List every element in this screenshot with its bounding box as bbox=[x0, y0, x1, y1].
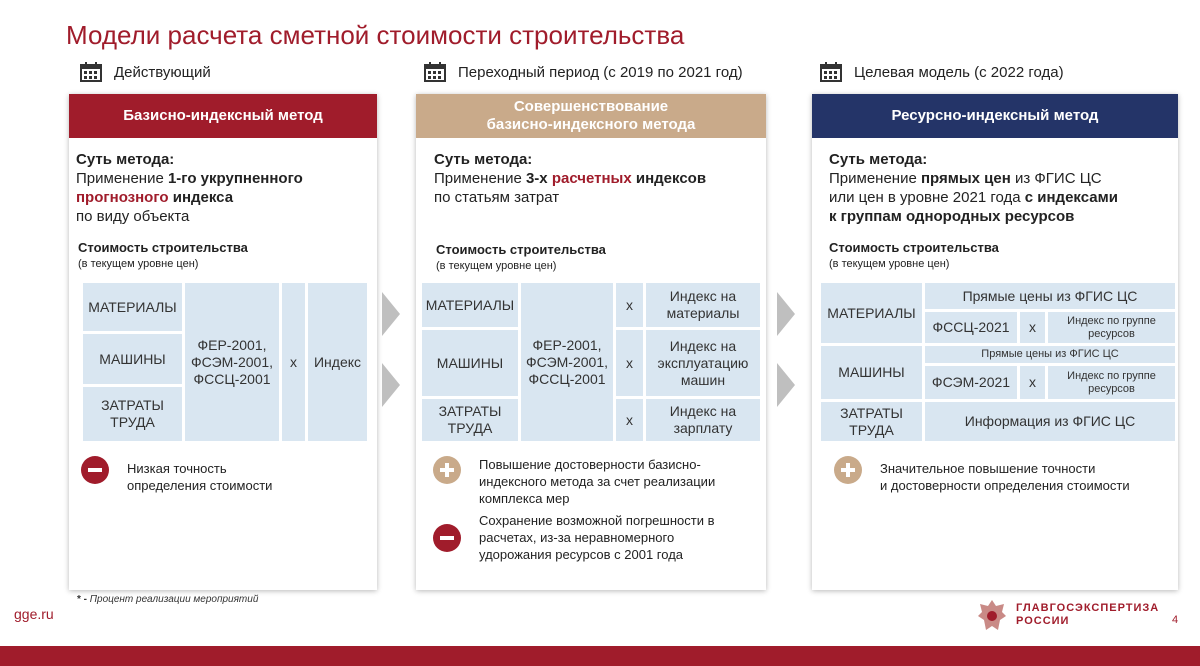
base-norms: ФЕР-2001, ФСЭМ-2001, ФССЦ-2001 bbox=[521, 283, 613, 441]
fgis-info: Информация из ФГИС ЦС bbox=[925, 402, 1175, 441]
calendar-icon bbox=[820, 62, 842, 82]
site-link[interactable]: gge.ru bbox=[14, 606, 54, 622]
plus-icon bbox=[433, 456, 461, 484]
essence-text: Суть метода: Применение прямых цен из ФГИС ЦС или цен в уровне 2021 года с индексами к группам однородных ресурсов bbox=[829, 151, 1118, 225]
index-cell: Индекс bbox=[308, 283, 367, 441]
essence-text: Суть метода: Применение 1-го укрупненного прогнозного индекса по виду объекта bbox=[76, 151, 303, 225]
row-labor: ЗАТРАТЫ ТРУДА bbox=[821, 402, 922, 441]
calendar-icon bbox=[80, 62, 102, 82]
page-title: Модели расчета сметной стоимости строительства bbox=[66, 20, 685, 50]
cost-label: Стоимость строительства bbox=[78, 240, 248, 255]
column-head-transition: Переходный период (с 2019 по 2021 год) bbox=[424, 62, 743, 82]
row-materials: МАТЕРИАЛЫ bbox=[422, 283, 518, 327]
multiply-sign: x bbox=[1020, 312, 1045, 343]
fsscc-2021: ФССЦ-2021 bbox=[925, 312, 1017, 343]
index-materials: Индекс на материалы bbox=[646, 283, 760, 327]
multiply-sign: x bbox=[1020, 366, 1045, 399]
row-machines: МАШИНЫ bbox=[83, 334, 182, 384]
con-item: Сохранение возможной погрешности в расчетах, из-за неравномерного удорожания ресурсов с 2001 года bbox=[433, 512, 714, 563]
arrow-right-icon bbox=[382, 363, 400, 407]
footnote: * - Процент реализации мероприятий bbox=[77, 594, 259, 605]
row-labor: ЗАТРАТЫ ТРУДА bbox=[422, 399, 518, 441]
bottom-bar bbox=[0, 646, 1200, 666]
calendar-icon bbox=[424, 62, 446, 82]
arrow-right-icon bbox=[777, 292, 795, 336]
direct-prices-machines: Прямые цены из ФГИС ЦС bbox=[925, 346, 1175, 363]
page-number: 4 bbox=[1172, 614, 1179, 626]
arrow-right-icon bbox=[777, 363, 795, 407]
cost-sublabel: (в текущем уровне цен) bbox=[829, 258, 950, 270]
logo bbox=[976, 598, 1159, 632]
group-index-machines: Индекс по группе ресурсов bbox=[1048, 366, 1175, 399]
multiply-sign: x bbox=[616, 283, 643, 327]
cost-label: Стоимость строительства bbox=[436, 242, 606, 257]
con-item: Низкая точность определения стоимости bbox=[81, 456, 272, 494]
row-labor: ЗАТРАТЫ ТРУДА bbox=[83, 387, 182, 441]
logo-text: ГЛАВГОСЭКСПЕРТИЗА РОССИИ bbox=[1016, 602, 1160, 627]
pro-item: Значительное повышение точности и достоверности определения стоимости bbox=[834, 456, 1130, 494]
multiply-sign: x bbox=[616, 330, 643, 396]
essence-text: Суть метода: Применение 3-х расчетных индексов по статьям затрат bbox=[434, 151, 707, 206]
cost-label: Стоимость строительства bbox=[829, 240, 999, 255]
method-band: Базисно-индексный метод bbox=[69, 94, 377, 138]
index-salary: Индекс на зарплату bbox=[646, 399, 760, 441]
fsem-2021: ФСЭМ-2021 bbox=[925, 366, 1017, 399]
row-machines: МАШИНЫ bbox=[422, 330, 518, 396]
minus-icon bbox=[81, 456, 109, 484]
method-band: Совершенствование базисно-индексного метода bbox=[416, 94, 766, 138]
index-machines: Индекс на эксплуатацию машин bbox=[646, 330, 760, 396]
pro-item: Повышение достоверности базисно- индексного метода за счет реализации комплекса мер bbox=[433, 456, 715, 507]
group-index-materials: Индекс по группе ресурсов bbox=[1048, 312, 1175, 343]
method-band: Ресурсно-индексный метод bbox=[812, 94, 1178, 138]
plus-icon bbox=[834, 456, 862, 484]
cost-sublabel: (в текущем уровне цен) bbox=[78, 258, 199, 270]
base-norms: ФЕР-2001, ФСЭМ-2001, ФССЦ-2001 bbox=[185, 283, 279, 441]
multiply-sign: x bbox=[282, 283, 305, 441]
multiply-sign: x bbox=[616, 399, 643, 441]
row-machines: МАШИНЫ bbox=[821, 346, 922, 399]
column-head-current: Действующий bbox=[80, 62, 211, 82]
minus-icon bbox=[433, 524, 461, 552]
row-materials: МАТЕРИАЛЫ bbox=[821, 283, 922, 343]
cost-sublabel: (в текущем уровне цен) bbox=[436, 260, 557, 272]
row-materials: МАТЕРИАЛЫ bbox=[83, 283, 182, 331]
card-current-method bbox=[69, 94, 377, 590]
direct-prices-materials: Прямые цены из ФГИС ЦС bbox=[925, 283, 1175, 309]
arrow-right-icon bbox=[382, 292, 400, 336]
card-transition-method bbox=[416, 94, 766, 590]
column-head-target: Целевая модель (с 2022 года) bbox=[820, 62, 1064, 82]
eagle-emblem-icon bbox=[976, 598, 1008, 632]
card-target-method bbox=[812, 94, 1178, 590]
